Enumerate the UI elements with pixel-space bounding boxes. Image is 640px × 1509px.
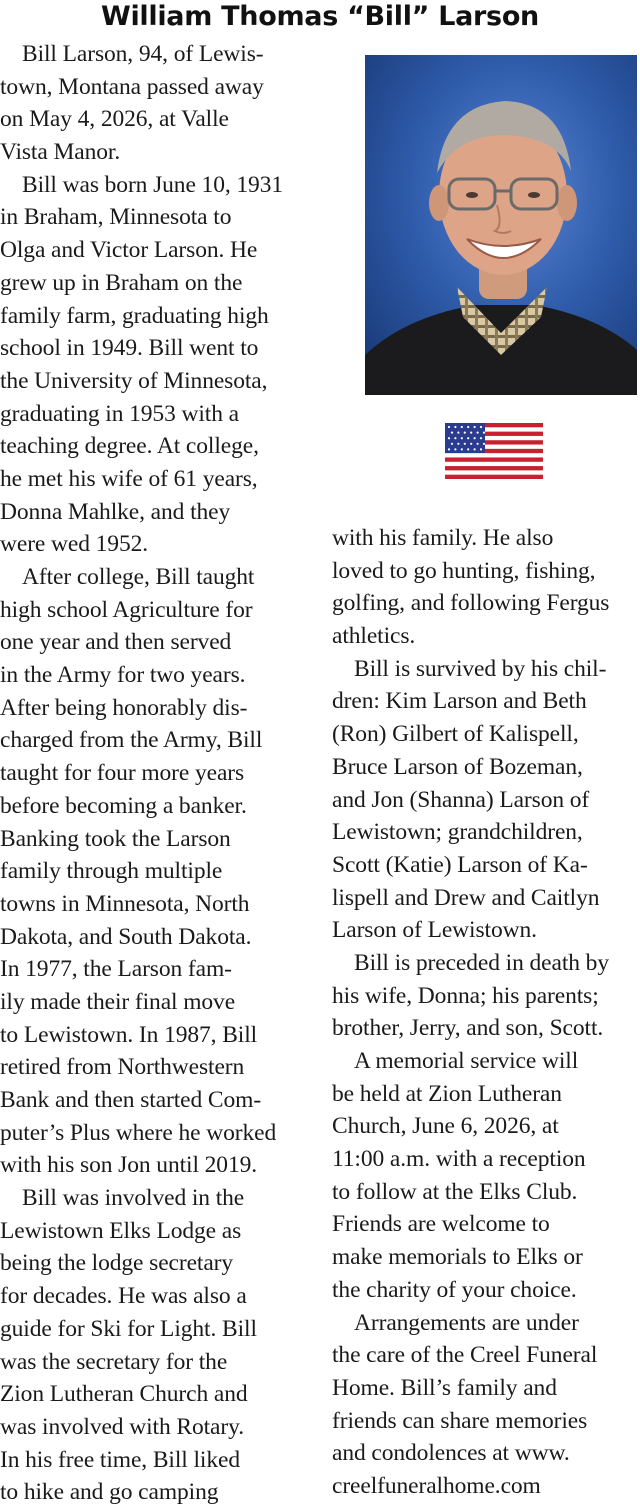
text-line: Bill Larson, 94, of Lewis- xyxy=(22,41,264,67)
text-line: Arrangements are under xyxy=(354,1309,579,1336)
text-line: Bill is survived by his chil- xyxy=(354,655,607,682)
text-line: Bank and then started Com- xyxy=(0,1087,262,1113)
text-line: taught for four more years xyxy=(0,760,245,787)
text-line: retired from Northwestern xyxy=(0,1054,245,1081)
text-line: on May 4, 2026, at Valle xyxy=(0,106,229,133)
text-line: and condolences at www. xyxy=(332,1440,570,1467)
text-line: being the lodge secretary xyxy=(0,1250,234,1277)
obituary-text-right-column xyxy=(332,522,640,1503)
text-line: Dakota, and South Dakota. xyxy=(0,923,252,950)
text-line: 11:00 a.m. with a reception xyxy=(332,1146,586,1173)
text-line: he met his wife of 61 years, xyxy=(0,465,258,492)
text-line: Vista Manor. xyxy=(0,139,121,166)
text-line: towns in Minnesota, North xyxy=(0,890,250,917)
text-line: athletics. xyxy=(332,623,416,650)
text-line: loved to go hunting, fishing, xyxy=(332,557,596,584)
text-line: with his son Jon until 2019. xyxy=(0,1152,258,1179)
text-line: was the secretary for the xyxy=(0,1348,228,1375)
text-line: Bill is preceded in death by xyxy=(354,949,609,976)
text-line: one year and then served xyxy=(0,629,232,656)
text-line: Church, June 6, 2026, at xyxy=(332,1113,559,1140)
text-line: to follow at the Elks Club. xyxy=(332,1178,578,1205)
text-line: In his free time, Bill liked xyxy=(0,1446,240,1473)
text-line: friends can share memories xyxy=(332,1407,588,1434)
text-line: charged from the Army, Bill xyxy=(0,727,263,754)
text-line: with his family. He also xyxy=(332,525,554,551)
text-line: make memorials to Elks or xyxy=(332,1244,583,1271)
text-line: for decades. He was also a xyxy=(0,1283,247,1310)
text-line: In 1977, the Larson fam- xyxy=(0,956,232,983)
text-line: Home. Bill’s family and xyxy=(332,1374,557,1401)
text-line: to hike and go camping xyxy=(0,1479,219,1506)
text-line: After college, Bill taught xyxy=(22,564,255,590)
text-line: brother, Jerry, and son, Scott. xyxy=(332,1015,604,1042)
text-line: Donna Mahlke, and they xyxy=(0,498,231,525)
text-line: and Jon (Shanna) Larson of xyxy=(332,786,590,813)
text-line: golfing, and following Fergus xyxy=(332,590,610,617)
text-line: family farm, graduating high xyxy=(0,302,269,329)
text-line: graduating in 1953 with a xyxy=(0,400,239,427)
text-line: ily made their final move xyxy=(0,988,236,1015)
portrait-illustration xyxy=(365,55,637,395)
text-line: dren: Kim Larson and Beth xyxy=(332,688,587,715)
text-line: in Braham, Minnesota to xyxy=(0,204,232,231)
text-line: be held at Zion Lutheran xyxy=(332,1080,562,1107)
text-line: the care of the Creel Funeral xyxy=(332,1342,598,1369)
text-line: family through multiple xyxy=(0,858,223,885)
text-line: was involved with Rotary. xyxy=(0,1413,244,1440)
text-line: high school Agriculture for xyxy=(0,596,253,623)
us-flag-icon xyxy=(445,423,543,479)
text-line: Bill was involved in the xyxy=(22,1185,245,1212)
obituary-text-left-column xyxy=(0,38,322,1509)
text-line: before becoming a banker. xyxy=(0,792,247,819)
text-line: Banking took the Larson xyxy=(0,825,231,852)
text-line: Zion Lutheran Church and xyxy=(0,1381,248,1408)
text-line: his wife, Donna; his parents; xyxy=(332,982,599,1009)
text-line: puter’s Plus where he worked xyxy=(0,1119,277,1146)
text-line: Olga and Victor Larson. He xyxy=(0,237,258,264)
text-line: Friends are welcome to xyxy=(332,1211,550,1238)
text-line: town, Montana passed away xyxy=(0,73,264,100)
text-line: the charity of your choice. xyxy=(332,1276,577,1303)
text-line: to Lewistown. In 1987, Bill xyxy=(0,1021,258,1048)
obituary-headline: William Thomas “Bill” Larson xyxy=(101,1,539,32)
text-line: Lewistown; grandchildren, xyxy=(332,819,583,846)
text-line: Bill was born June 10, 1931 xyxy=(22,171,284,198)
text-line: After being honorably dis- xyxy=(0,694,248,721)
text-line: Scott (Katie) Larson of Ka- xyxy=(332,851,588,878)
text-line: school in 1949. Bill went to xyxy=(0,335,259,362)
text-line: lispell and Drew and Caitlyn xyxy=(332,884,600,911)
portrait-photo xyxy=(365,55,637,395)
text-line: teaching degree. At college, xyxy=(0,433,259,460)
text-line: guide for Ski for Light. Bill xyxy=(0,1315,257,1342)
text-line: Lewistown Elks Lodge as xyxy=(0,1217,242,1244)
text-line: in the Army for two years. xyxy=(0,662,246,689)
text-line: A memorial service will xyxy=(354,1048,579,1074)
text-line: Bruce Larson of Bozeman, xyxy=(332,753,583,780)
text-line: (Ron) Gilbert of Kalispell, xyxy=(332,721,579,748)
text-line: the University of Minnesota, xyxy=(0,367,268,394)
text-line: Larson of Lewistown. xyxy=(332,917,537,944)
text-line: grew up in Braham on the xyxy=(0,269,243,296)
text-line: were wed 1952. xyxy=(0,531,149,558)
text-line: creelfuneralhome.com xyxy=(332,1472,541,1499)
